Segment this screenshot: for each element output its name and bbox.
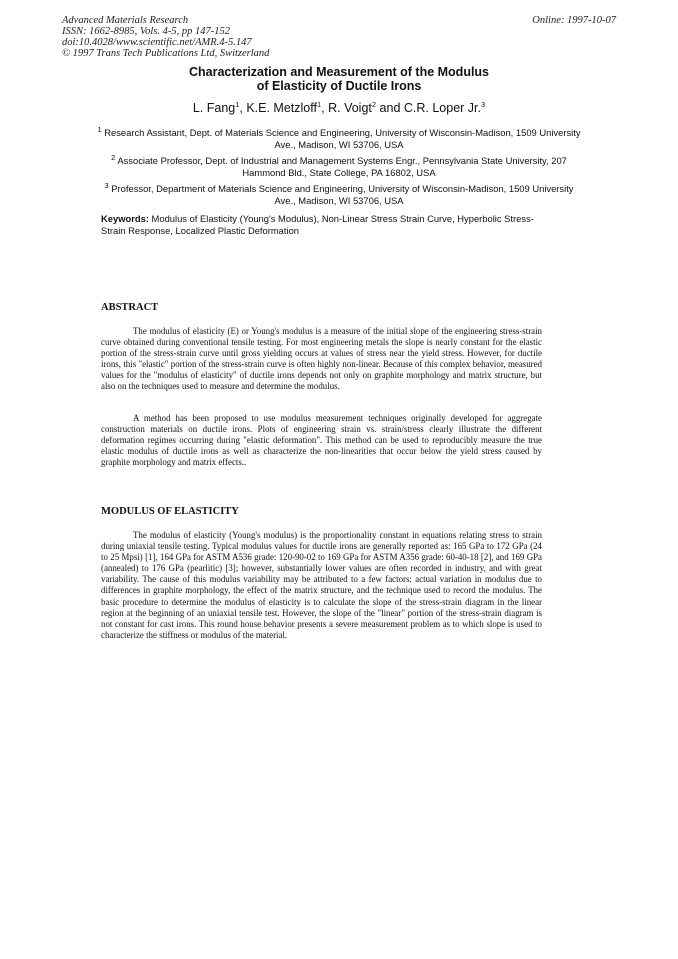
affiliation-text: Associate Professor, Dept. of Industrial and Management Systems Engr., Pennsylvania State University, 207 Hammond Bld., State College, PA 16802, USA [117, 155, 567, 178]
journal-name: Advanced Materials Research [62, 15, 189, 26]
modulus-paragraph-1: The modulus of elasticity (Young's modulus) is the proportionality constant in equations relating stress to strain during uniaxial tensile testing. Typical modulus values for ductile irons are generally reported as: 165 GPa to 172 GPa (24 to 25 Mpsi) [1], 164 GPa for ASTM A536 grade: 120-90-02 to 169 GPa for ASTM A356 grade: 60-40-18 [2], and 169 GPa (annealed) to 176 GPa (pearlitic) [3]; however, substantially lower values are often recorded in industry, and with great variability. The cause of this modulus variability may be attributed to a few factors: actual variation in modulus due to differences in graphite morphology, the effect of the matrix structure, and the technique used to record the modulus. The basic procedure to determine the modulus of elasticity is to calculate the slope of the stress-strain diagram in the linear region at the beginning of an uniaxial tensile test. However, the slope of the "linear" portion of the stress-strain diagram is not constant for cast irons. This round house behavior presents a severe measurement problem as to which slope is used to characterize the stiffness or modulus of the material. [101, 530, 542, 640]
affiliation-2 [95, 152, 583, 179]
issn-line: ISSN: 1662-8985, Vols. 4-5, pp 147-152 [62, 26, 230, 37]
author-affiliation-mark: 2 [371, 100, 377, 109]
affiliation-text: Professor, Department of Materials Science and Engineering, University of Wisconsin-Madison, 1509 University Ave., Madison, WI 53706, USA [111, 183, 574, 206]
author-affiliation-mark: 1 [235, 100, 240, 109]
author-separator: , [321, 101, 329, 116]
author-list [0, 100, 678, 115]
doi-line: doi:10.4028/www.scientific.net/AMR.4-5.147 [62, 37, 252, 48]
journal-header [62, 15, 269, 59]
online-date: Online: 1997-10-07 [532, 15, 616, 26]
abstract-paragraph-2: A method has been proposed to use modulus measurement techniques originally developed for aggregate construction materials on ductile irons. Plots of engineering strain vs. strain/stress clearly illustrate the different deformation regimes occurring during "elastic deformation". This method can be used to reproducibly measure the true elastic modulus of ductile irons as well as characterize the non-linearities that occur below the yield stress caused by graphite morphology and matrix effects.. [101, 413, 542, 468]
affiliation-number: 2 [111, 153, 116, 162]
author-name: K.E. Metzloff [246, 101, 317, 116]
copyright-line: © 1997 Trans Tech Publications Ltd, Switzerland [62, 48, 270, 59]
modulus-heading: MODULUS OF ELASTICITY [101, 506, 239, 517]
keywords [101, 213, 548, 237]
affiliation-text: Research Assistant, Dept. of Materials Science and Engineering, University of Wisconsin-Madison, 1509 University Ave., Madison, WI 53706, USA [104, 127, 581, 150]
affiliation-number: 3 [104, 181, 109, 190]
author-name: R. Voigt [328, 101, 372, 116]
author-name: L. Fang [192, 101, 236, 116]
keywords-text: Modulus of Elasticity (Young's Modulus), Non-Linear Stress Strain Curve, Hyperbolic Stress-Strain Response, Localized Plastic Deformation [101, 213, 534, 236]
keywords-label: Keywords: [101, 213, 149, 224]
author-affiliation-mark: 1 [316, 100, 322, 109]
author-affiliation-mark: 3 [481, 100, 486, 109]
abstract-paragraph-1: The modulus of elasticity (E) or Young's modulus is a measure of the initial slope of the engineering stress-strain curve obtained during conventional tensile testing. For most engineering metals the slope is nearly constant for the elastic portion of the stress-strain curve until gross yielding occurs at values of stress near the yield stress. However, for ductile irons, this "elastic" portion of the stress-strain curve is often highly non-linear. Because of this complex behavior, measured values for the "modulus of elasticity" of ductile irons depends not only on graphite morphology and matrix structure, but also on the techniques used to measure and determine the modulus. [101, 326, 542, 392]
affiliation-3 [95, 180, 583, 207]
author-separator: and [376, 101, 404, 116]
paper-title [0, 65, 678, 93]
title-line-1: Characterization and Measurement of the Modulus [188, 65, 490, 79]
author-name: C.R. Loper Jr. [403, 101, 481, 116]
affiliation-1 [95, 124, 583, 151]
affiliation-number: 1 [97, 125, 102, 134]
title-line-2: of Elasticity of Ductile Irons [256, 79, 422, 93]
author-separator: , [239, 101, 247, 116]
abstract-heading: ABSTRACT [101, 302, 159, 313]
